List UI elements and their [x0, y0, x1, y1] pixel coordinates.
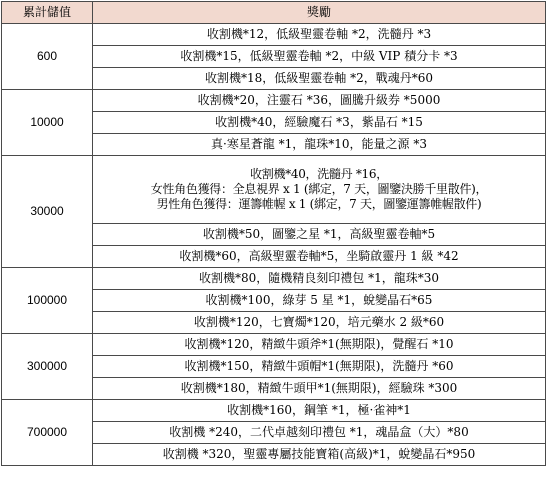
- header-cumulative-recharge: 累計儲值: [2, 2, 93, 24]
- reward-text: 收割機*80，隨機精良刻印禮包 *1，龍珠*30: [199, 271, 439, 285]
- reward-text: 收割機 *240，二代卓越刻印禮包 *1，魂晶盒（大）*80: [169, 425, 469, 439]
- reward-cell: [93, 224, 546, 246]
- table-body: [2, 24, 546, 466]
- reward-text: 收割機*15，低級聖靈卷軸 *2，中級 VIP 積分卡 *3: [180, 49, 458, 63]
- reward-cell: [93, 268, 546, 290]
- reward-cell: [93, 422, 546, 444]
- reward-text: 收割機*60，高級聖靈卷軸*5，坐騎啟靈丹 1 級 *42: [179, 249, 459, 263]
- reward-cell: [93, 290, 546, 312]
- recharge-amount-cell: 300000: [2, 334, 93, 400]
- reward-cell: [93, 444, 546, 466]
- reward-text-female: 女性角色獲得：全息視界 x 1 (綁定，7 天，圖鑒決勝千里散件)，: [150, 182, 488, 196]
- reward-cell: [93, 246, 546, 268]
- cumulative-recharge-rewards-table: [1, 1, 546, 466]
- reward-cell: [93, 90, 546, 112]
- reward-cell: [93, 134, 546, 156]
- reward-cell: [93, 400, 546, 422]
- recharge-amount-cell: 30000: [2, 156, 93, 268]
- reward-cell: [93, 68, 546, 90]
- reward-text-male: 男性角色獲得：運籌帷幄 x 1 (綁定，7 天，圖鑒運籌帷幄散件): [156, 197, 482, 211]
- reward-cell: [93, 334, 546, 356]
- reward-text: 收割機*120，七寶燭*120，培元藥水 2 級*60: [193, 315, 445, 329]
- table-row: [2, 156, 546, 224]
- reward-text: 收割機*12，低級聖靈卷軸 *2，洗髓丹 *3: [206, 27, 432, 41]
- recharge-amount-cell: 100000: [2, 268, 93, 334]
- reward-cell: [93, 378, 546, 400]
- table-header: [2, 2, 546, 24]
- table-row: [2, 400, 546, 422]
- reward-text: 真·寒星蒼龍 *1，龍珠*10，能量之源 *3: [211, 137, 427, 151]
- reward-text: 收割機*180，精緻牛頭甲*1(無期限)，經驗珠 *300: [180, 381, 458, 395]
- reward-text: 收割機 *320，聖靈專屬技能寶箱(高級)*1，蛻變晶石*950: [162, 447, 476, 461]
- reward-text: 收割機*120，精緻牛頭斧*1(無期限)，覺醒石 *10: [184, 337, 454, 351]
- table-row: [2, 268, 546, 290]
- table-row: [2, 24, 546, 46]
- reward-text: 收割機*40，經驗魔石 *3，紫晶石 *15: [215, 115, 423, 129]
- reward-text: 收割機*18，低級聖靈卷軸 *2，戰魂丹*60: [205, 71, 433, 85]
- reward-cell: [93, 356, 546, 378]
- reward-cell: [93, 156, 546, 224]
- recharge-amount-cell: 10000: [2, 90, 93, 156]
- table-row: [2, 334, 546, 356]
- reward-text: 收割機*40，洗髓丹 *16，: [250, 167, 388, 181]
- reward-cell: [93, 312, 546, 334]
- reward-text: 收割機*100，綠芽 5 星 *1，蛻變晶石*65: [205, 293, 433, 307]
- table-row: [2, 90, 546, 112]
- reward-text: 收割機*20，注靈石 *36，圖騰升級券 *5000: [197, 93, 441, 107]
- reward-text: 收割機*150，精緻牛頭帽*1(無期限)，洗髓丹 *60: [184, 359, 454, 373]
- reward-cell: [93, 46, 546, 68]
- reward-cell: [93, 112, 546, 134]
- reward-text: 收割機*160，鋼筆 *1，極·雀神*1: [227, 403, 411, 417]
- reward-cell: [93, 24, 546, 46]
- header-rewards: 獎勵: [93, 2, 546, 24]
- header-row: [2, 2, 546, 24]
- recharge-amount-cell: 600: [2, 24, 93, 90]
- reward-text: 收割機*50，圖鑒之星 *1，高級聖靈卷軸*5: [202, 227, 436, 241]
- recharge-amount-cell: 700000: [2, 400, 93, 466]
